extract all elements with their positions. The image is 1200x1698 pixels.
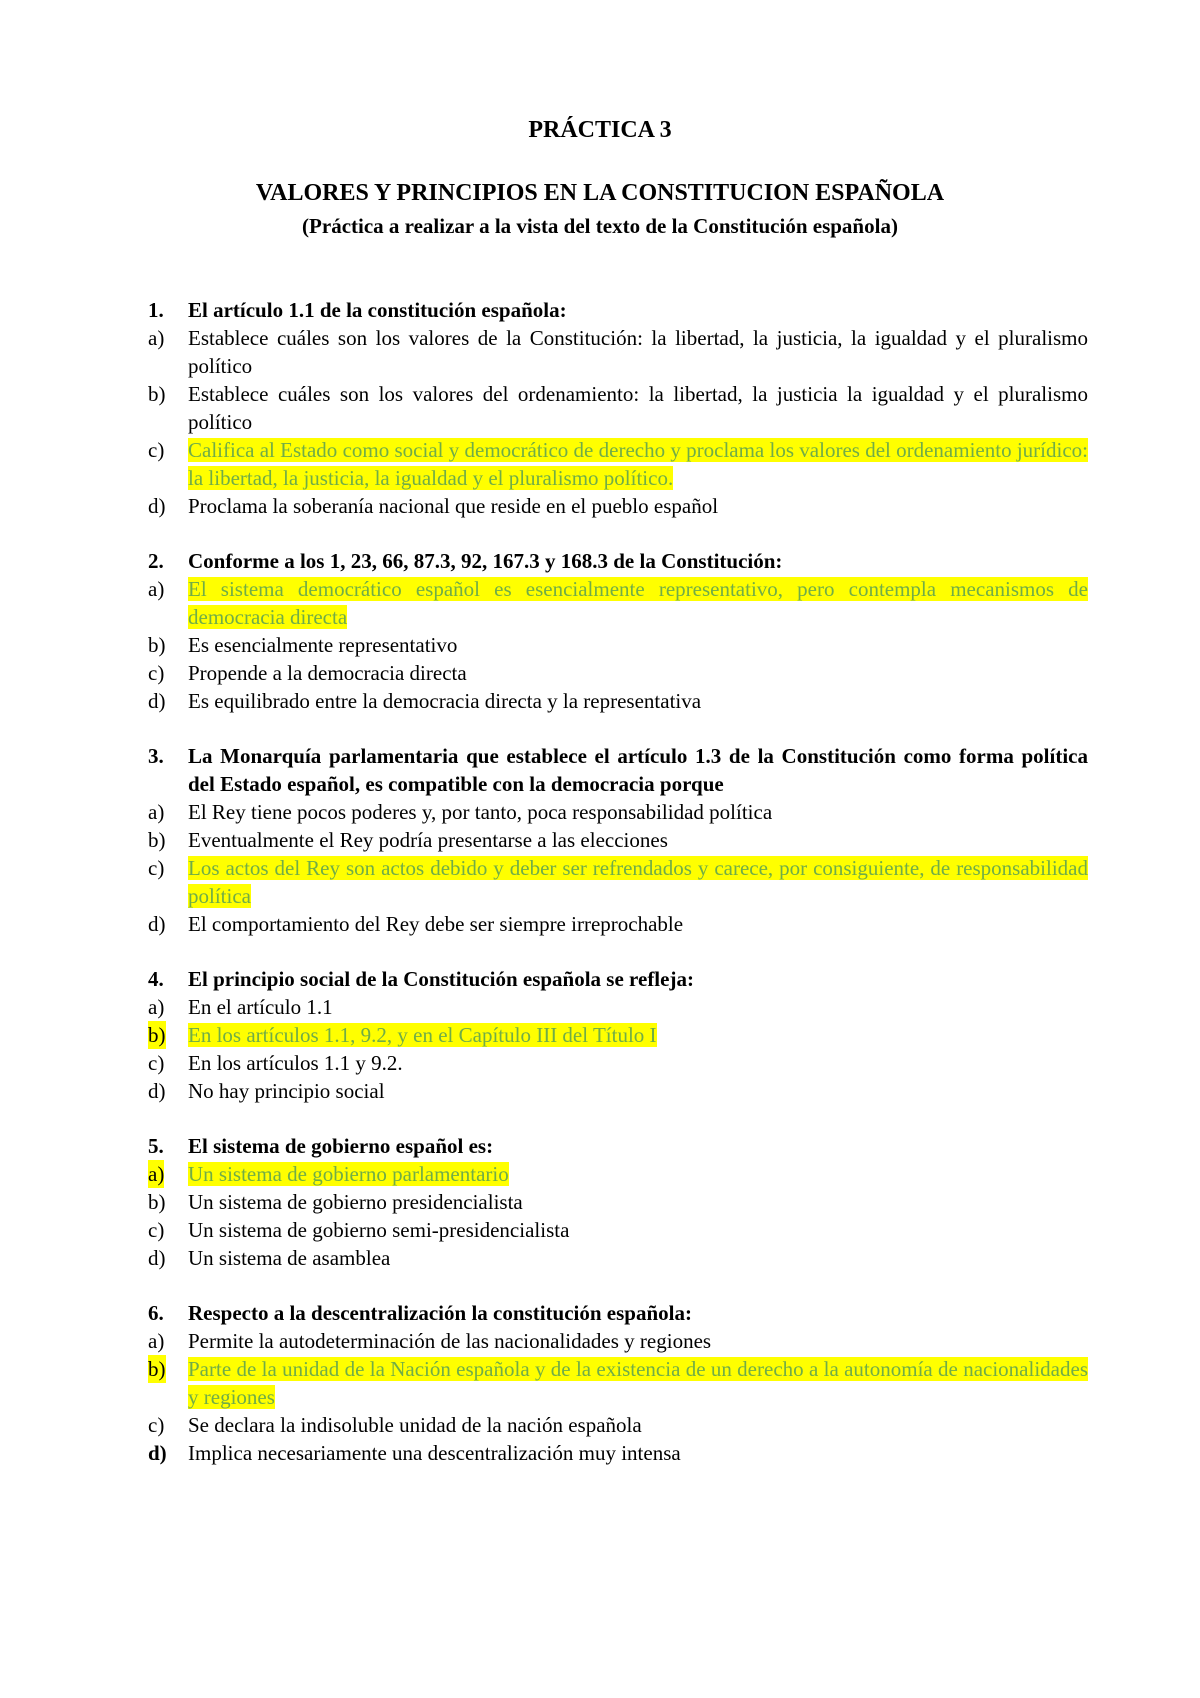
- option-text: Implica necesariamente una descentralización muy intensa: [188, 1441, 681, 1465]
- option-c: [148, 659, 1088, 687]
- option-text: Es esencialmente representativo: [188, 633, 458, 657]
- option-a: [148, 1327, 1088, 1355]
- option-text: El Rey tiene pocos poderes y, por tanto, poca responsabilidad política: [188, 800, 773, 824]
- page-note: (Práctica a realizar a la vista del texto de la Constitución española): [302, 214, 898, 238]
- question-number: 4.: [148, 967, 164, 991]
- option-label: b): [148, 828, 166, 852]
- option-text: Es equilibrado entre la democracia directa y la representativa: [188, 689, 702, 713]
- question-number: 3.: [148, 744, 164, 768]
- highlighted-answer: El sistema democrático español es esencialmente representativo, pero contempla mecanismos de democracia directa: [188, 577, 1088, 629]
- option-a-correct: [148, 575, 1088, 631]
- option-label: b): [148, 382, 166, 406]
- option-a: [148, 324, 1088, 380]
- option-text: El comportamiento del Rey debe ser siempre irreprochable: [188, 912, 684, 936]
- question-number: 6.: [148, 1301, 164, 1325]
- option-c-correct: [148, 436, 1088, 492]
- option-text: En el artículo 1.1: [188, 995, 333, 1019]
- option-label: a): [148, 1162, 165, 1186]
- highlighted-answer: Califica al Estado como social y democrático de derecho y proclama los valores del ordenamiento jurídico: la libertad, la justicia, la igualdad y el pluralismo político.: [188, 438, 1088, 490]
- question-3: [148, 742, 1088, 938]
- option-c: [148, 1049, 1088, 1077]
- option-text: No hay principio social: [188, 1079, 385, 1103]
- question-text: La Monarquía parlamentaria que establece el artículo 1.3 de la Constitución como forma política del Estado español, es compatible con la democracia porque: [188, 744, 1088, 796]
- option-label: b): [148, 1357, 166, 1381]
- option-text: En los artículos 1.1 y 9.2.: [188, 1051, 403, 1075]
- option-label: c): [148, 1218, 165, 1242]
- option-text: Un sistema de asamblea: [188, 1246, 391, 1270]
- option-label: a): [148, 326, 165, 350]
- question-text: El sistema de gobierno español es:: [188, 1134, 494, 1158]
- option-text: Permite la autodeterminación de las nacionalidades y regiones: [188, 1329, 712, 1353]
- option-label: c): [148, 1051, 165, 1075]
- page-subtitle: VALORES Y PRINCIPIOS EN LA CONSTITUCION ESPAÑOLA: [255, 180, 945, 206]
- option-label: d): [148, 494, 166, 518]
- option-label: a): [148, 1329, 165, 1353]
- option-label: a): [148, 577, 165, 601]
- option-label: d): [148, 1441, 167, 1465]
- option-label: a): [148, 800, 165, 824]
- question-5: [148, 1132, 1088, 1272]
- question-4: [148, 965, 1088, 1105]
- option-b: [148, 380, 1088, 436]
- option-label: c): [148, 661, 165, 685]
- question-number: 1.: [148, 298, 164, 322]
- option-text: Eventualmente el Rey podría presentarse a las elecciones: [188, 828, 668, 852]
- option-d: [148, 687, 1088, 715]
- option-label: d): [148, 689, 166, 713]
- option-b: [148, 1188, 1088, 1216]
- highlighted-answer: Parte de la unidad de la Nación española y de la existencia de un derecho a la autonomía de nacionalidades y regiones: [188, 1357, 1088, 1409]
- highlighted-answer: Los actos del Rey son actos debido y deber ser refrendados y carece, por consiguiente, de responsabilidad política: [188, 856, 1088, 908]
- option-label: d): [148, 1246, 166, 1270]
- option-b: [148, 826, 1088, 854]
- question-2: [148, 547, 1088, 715]
- option-label: b): [148, 1023, 166, 1047]
- option-a-correct: [148, 1160, 1088, 1188]
- page-title: PRÁCTICA 3: [528, 117, 672, 143]
- option-label: a): [148, 995, 165, 1019]
- option-text: Un sistema de gobierno presidencialista: [188, 1190, 523, 1214]
- question-number: 5.: [148, 1134, 164, 1158]
- option-d: [148, 1439, 1088, 1467]
- option-b: [148, 631, 1088, 659]
- option-label: b): [148, 1190, 166, 1214]
- option-label: c): [148, 856, 165, 880]
- question-text: El artículo 1.1 de la constitución española:: [188, 298, 567, 322]
- question-1: [148, 296, 1088, 520]
- option-d: [148, 1077, 1088, 1105]
- option-d: [148, 1244, 1088, 1272]
- option-d: [148, 910, 1088, 938]
- option-text: Establece cuáles son los valores del ordenamiento: la libertad, la justicia la igualdad y el pluralismo político: [188, 382, 1088, 434]
- question-list: [148, 296, 1088, 1494]
- option-text: Establece cuáles son los valores de la Constitución: la libertad, la justicia, la igualdad y el pluralismo político: [188, 326, 1088, 378]
- option-text: Propende a la democracia directa: [188, 661, 467, 685]
- option-b-correct: [148, 1021, 1088, 1049]
- option-label: c): [148, 438, 165, 462]
- option-text: Un sistema de gobierno semi-presidencialista: [188, 1218, 570, 1242]
- option-a: [148, 798, 1088, 826]
- option-c-correct: [148, 854, 1088, 910]
- option-a: [148, 993, 1088, 1021]
- question-text: Respecto a la descentralización la constitución española:: [188, 1301, 692, 1325]
- question-text: Conforme a los 1, 23, 66, 87.3, 92, 167.3 y 168.3 de la Constitución:: [188, 549, 783, 573]
- question-6: [148, 1299, 1088, 1467]
- highlighted-answer: Un sistema de gobierno parlamentario: [188, 1162, 509, 1186]
- option-d: [148, 492, 1088, 520]
- highlighted-answer: En los artículos 1.1, 9.2, y en el Capítulo III del Título I: [188, 1023, 657, 1047]
- question-number: 2.: [148, 549, 164, 573]
- option-c: [148, 1411, 1088, 1439]
- option-label: c): [148, 1413, 165, 1437]
- option-text: Se declara la indisoluble unidad de la nación española: [188, 1413, 642, 1437]
- option-text: Proclama la soberanía nacional que reside en el pueblo español: [188, 494, 719, 518]
- question-text: El principio social de la Constitución española se refleja:: [188, 967, 694, 991]
- option-c: [148, 1216, 1088, 1244]
- option-label: b): [148, 633, 166, 657]
- option-label: d): [148, 912, 166, 936]
- option-b-correct: [148, 1355, 1088, 1411]
- option-label: d): [148, 1079, 166, 1103]
